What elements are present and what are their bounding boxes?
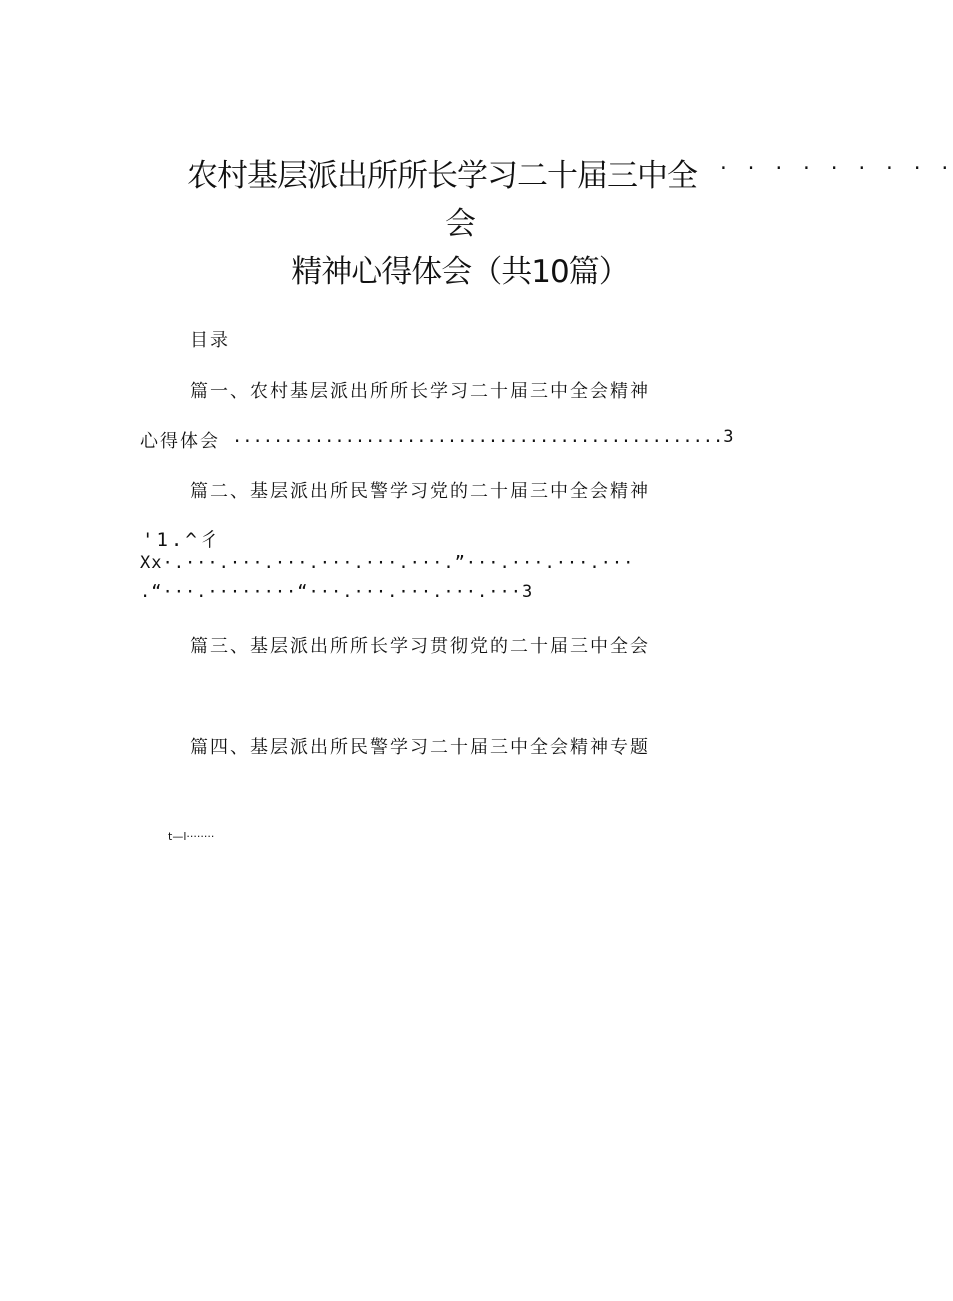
title-dot-leader: · · · · · · · · · <box>718 158 953 179</box>
toc-entry-1-title[interactable]: 篇一、农村基层派出所所长学习二十届三中全会精神 <box>190 381 650 402</box>
toc-entry-3-title[interactable]: 篇三、基层派出所所长学习贯彻党的二十届三中全会 <box>190 636 650 657</box>
toc-entry-4-title[interactable]: 篇四、基层派出所民警学习二十届三中全会精神专题 <box>190 737 650 758</box>
toc-entry-1-leader-page: ................................................3 <box>232 427 734 447</box>
toc-entry-2-garbled-line-3: .“···.········“···.···.···.···.···3 <box>140 582 534 602</box>
toc-entry-2-garbled-line-1: '1.^彳 <box>142 529 222 551</box>
footer-mark: t—l········ <box>168 830 215 843</box>
toc-heading: 目录 <box>190 330 230 351</box>
toc-entry-1-continuation[interactable]: 心得体会 <box>140 431 220 452</box>
toc-entry-2-title[interactable]: 篇二、基层派出所民警学习党的二十届三中全会精神 <box>190 481 650 502</box>
document-title-line-1: 农村基层派出所所长学习二十届三中全 <box>187 158 697 194</box>
document-title-line-2: 会 <box>445 206 475 242</box>
document-title-line-3: 精神心得体会（共10篇） <box>291 254 629 290</box>
toc-entry-2-garbled-line-2: Xx·.···.···.···.···.···.···.”···.···.···.··· <box>140 553 635 573</box>
